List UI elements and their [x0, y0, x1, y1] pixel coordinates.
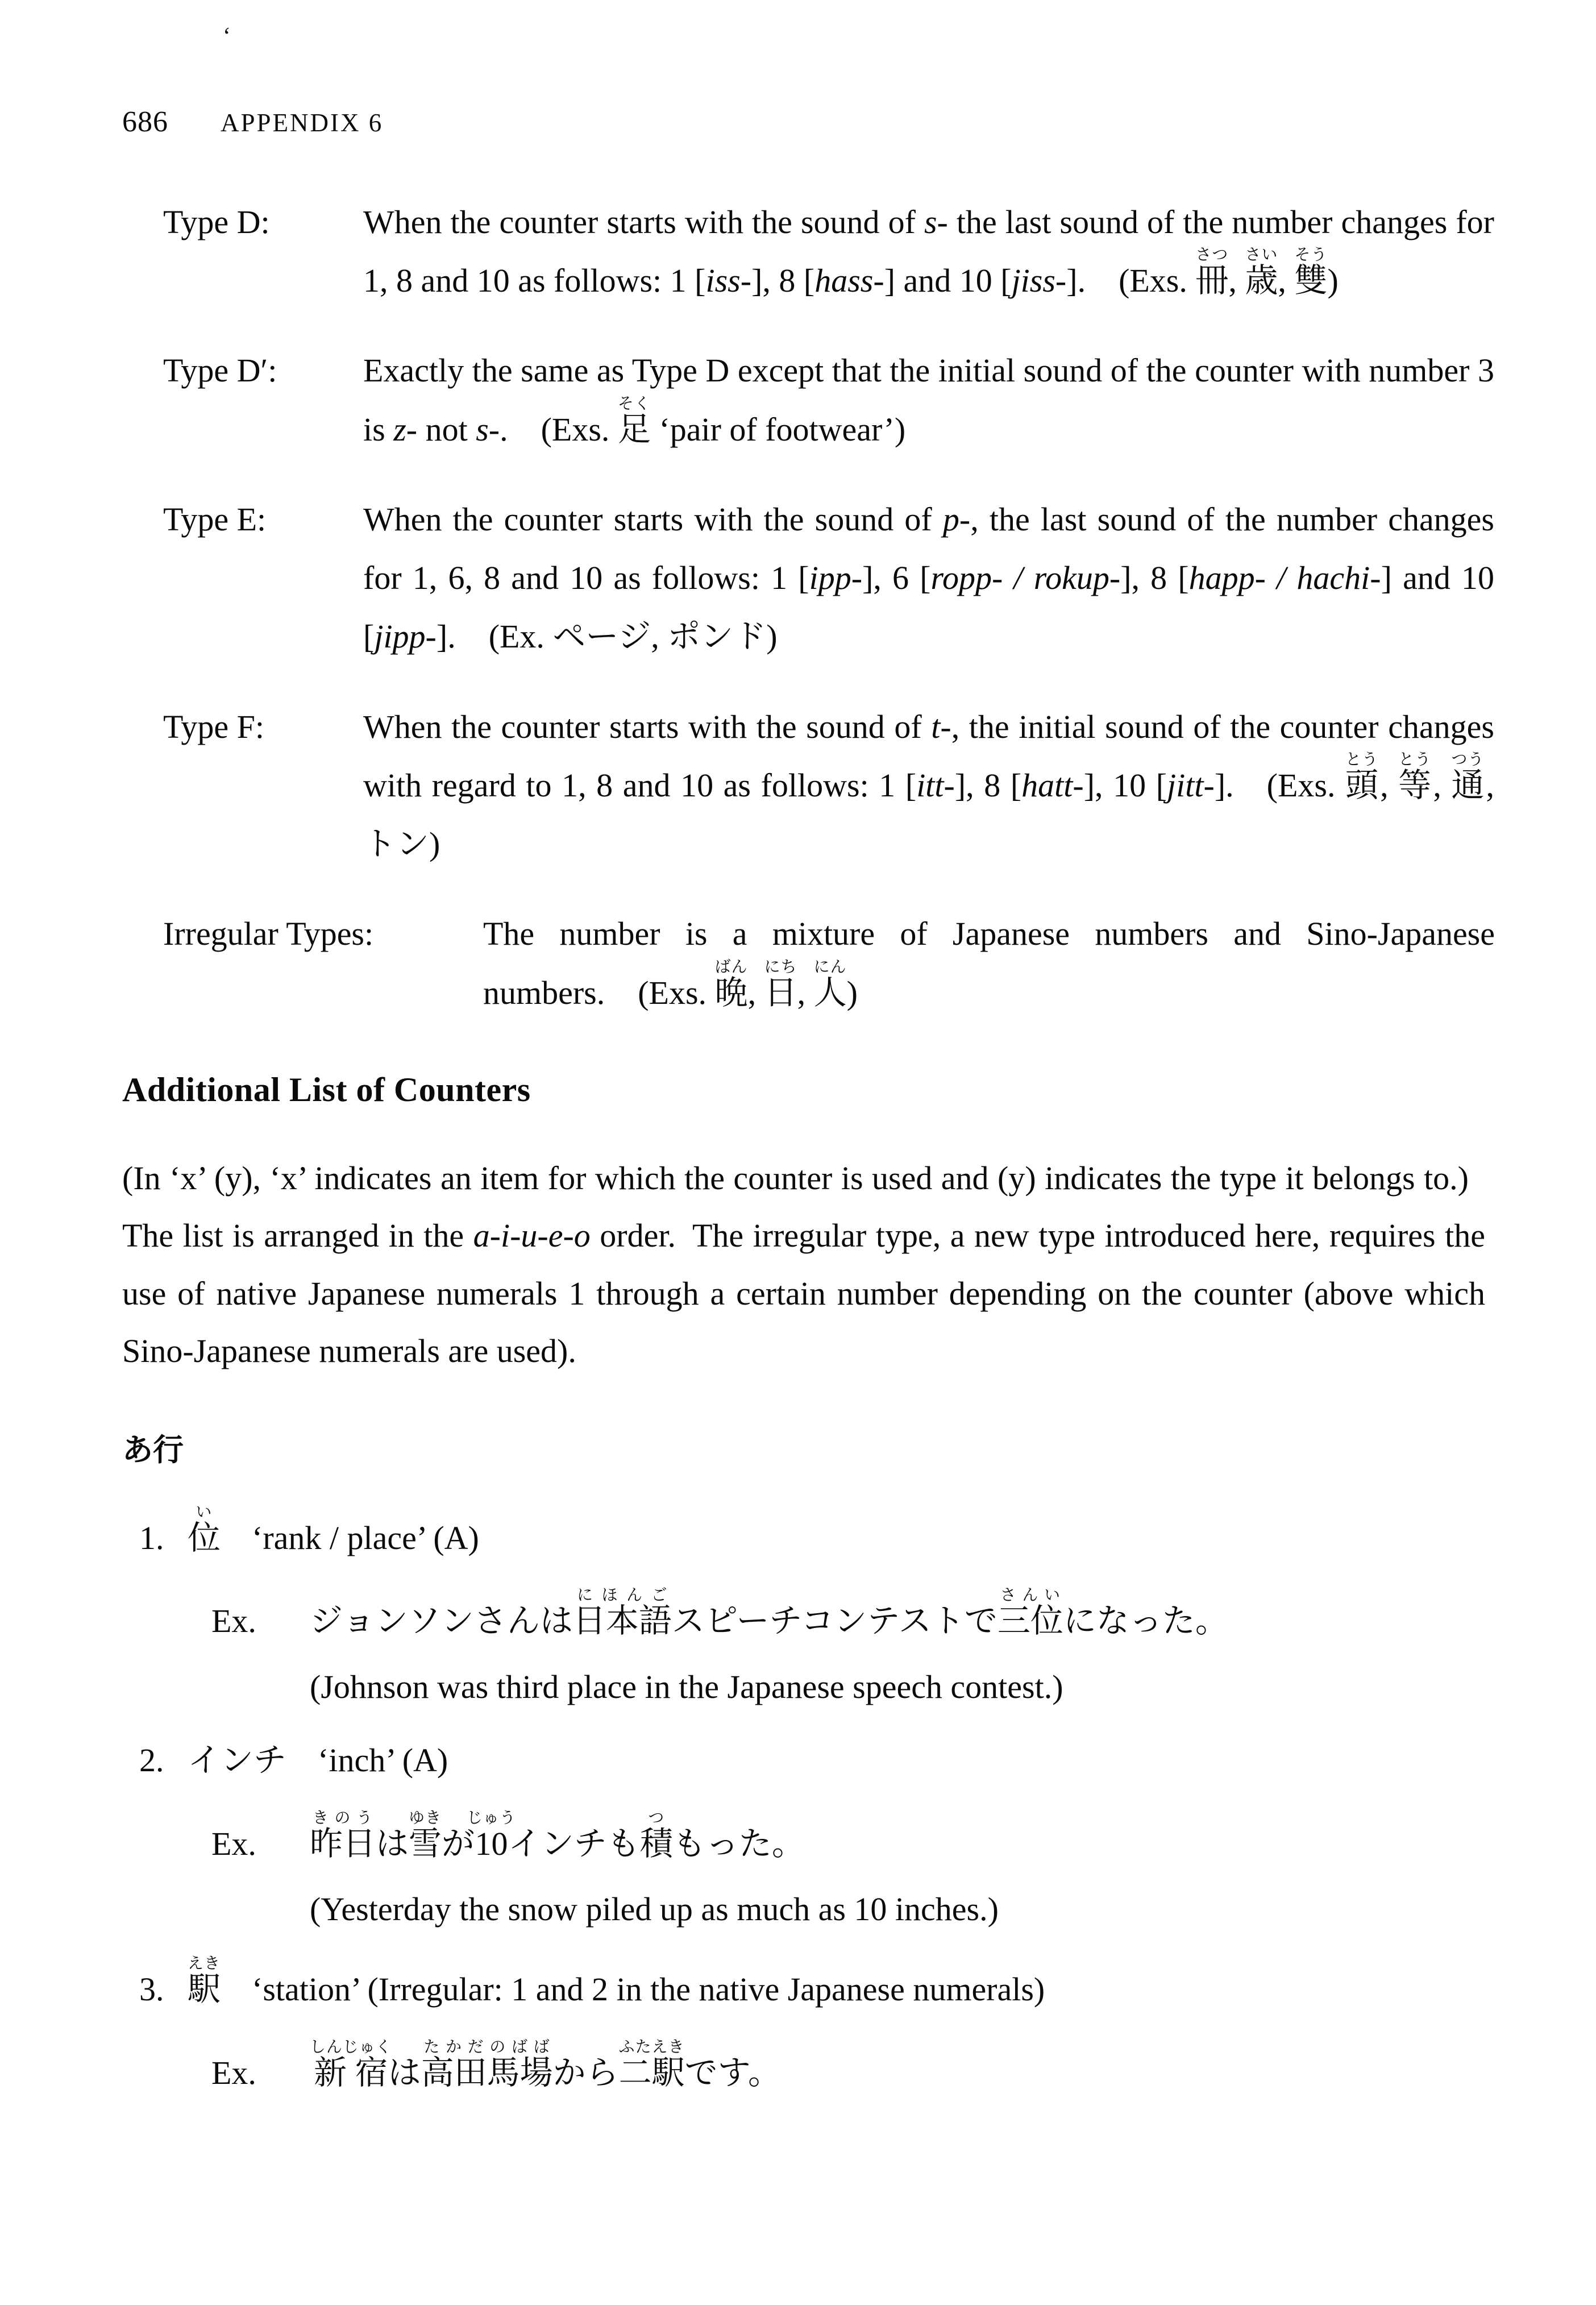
text-run: ]. (Ex. ページ, ポンド) [436, 618, 778, 655]
irregular-types-description [483, 904, 1495, 1021]
text-run: ジョンソンさんは [310, 1602, 573, 1640]
counter-meaning: ‘station’ (Irregular: 1 and 2 in the native Japanese numerals) [252, 1971, 1045, 2008]
counter-meaning: ‘rank / place’ (A) [252, 1519, 479, 1556]
italic-text-run: happ- / hachi- [1188, 559, 1381, 597]
italic-text-run: ropp- / rokup- [930, 559, 1121, 597]
text-run: は [376, 1825, 409, 1862]
counter-item-1 [122, 1504, 1499, 1713]
ruby-term: 日にち [764, 958, 797, 1011]
type-e-label: Type E: [163, 500, 267, 538]
text-run: , the last sound of the number changes for 1, 6, 8 and 10 as follows: 1 [ [363, 500, 1495, 597]
ruby-term: 晩ばん [714, 958, 748, 1011]
example-translation: (Yesterday the snow piled up as much as 10 inches.) [310, 1891, 999, 1928]
text-run: ], 6 [ [862, 559, 931, 597]
ruby-term: 雪ゆき [409, 1809, 442, 1862]
italic-text-run: s- [476, 410, 500, 448]
ruby-term: 人にん [813, 958, 847, 1011]
italic-text-run: a-i-u-e-o [473, 1217, 591, 1255]
text-run: Exactly the same as Type D except that the initial sound of the counter with number 3 is [363, 352, 1494, 448]
counter-item-2 [122, 1733, 1499, 1935]
section-intro-paragraph [122, 1149, 1485, 1380]
example-row [211, 1586, 1499, 1657]
text-run: ) [846, 974, 858, 1011]
type-rule-irregular [122, 904, 1499, 1021]
ruby-term: 頭とう [1345, 750, 1381, 804]
section-heading: Additional List of Counters [122, 1070, 531, 1108]
ruby-term: 高田馬場たかだのばば [421, 2038, 553, 2091]
ruby-term: 駅えき [188, 1955, 221, 2008]
type-d-description [363, 193, 1494, 310]
ruby-term: 歳さい [1245, 246, 1278, 300]
appendix-title: APPENDIX 6 [221, 109, 384, 137]
text-run: ], 10 [ [1083, 766, 1167, 804]
text-run: . (Exs. [500, 410, 618, 448]
counter-word [188, 1733, 286, 1789]
text-run: , [1380, 766, 1399, 804]
counter-number: 1. [139, 1519, 164, 1556]
counter-word [188, 1955, 221, 2018]
type-f-label: Type F: [163, 708, 264, 745]
example-label: Ex. [211, 2054, 256, 2091]
text-run: ]. (Exs. [1214, 766, 1346, 804]
text-run: (In ‘x’ (y), ‘x’ indicates an item for which the counter is used and (y) indicates the type it belongs to.) The list is arranged in the [122, 1159, 1485, 1255]
counter-type-rules [122, 193, 1499, 1022]
counter-number: 2. [139, 1741, 164, 1779]
counter-heading [139, 1733, 1499, 1789]
example-sentence [310, 1586, 1499, 1657]
counter-heading [139, 1504, 1499, 1567]
ruby-term: 二駅ふたえき [618, 2038, 685, 2091]
text-run: , [1433, 766, 1452, 804]
text-run: When the counter starts with the sound of [363, 708, 932, 745]
example-sentence [310, 2038, 1499, 2109]
italic-text-run: itt- [916, 766, 955, 804]
gyo-header: あ行 [122, 1432, 184, 1467]
italic-text-run: s- [924, 203, 948, 240]
ruby-term: 10じゅう [467, 1809, 516, 1862]
text-run: ) [1327, 262, 1339, 300]
text-run: , [1278, 262, 1295, 300]
italic-text-run: jitt- [1167, 766, 1215, 804]
italic-text-run: ipp- [809, 559, 863, 597]
text-run: , [797, 974, 814, 1011]
text-run: インチも [508, 1825, 640, 1862]
type-d-label: Type D: [163, 203, 270, 240]
counter-list [122, 1504, 1499, 2109]
text-run: です。 [684, 2054, 781, 2091]
counter-heading [139, 1955, 1499, 2018]
example-sentence [310, 1809, 1499, 1880]
type-d-prime-description [363, 341, 1494, 458]
page-header [122, 105, 1499, 139]
text-run: not [417, 410, 476, 448]
ruby-term: 雙そう [1294, 246, 1328, 300]
example-row [211, 1809, 1499, 1880]
ruby-term: 三位さんい [997, 1586, 1063, 1640]
text-run: The number is a mixture of Japanese numbers and Sino-Japanese numbers. (Exs. [483, 915, 1495, 1011]
text-run: the last sound of the number changes for 1, 8 and 10 as follows: 1 [ [363, 203, 1494, 300]
text-run: ]. (Exs. [1066, 262, 1196, 300]
text-run: スピーチコンテストで [671, 1602, 998, 1640]
counter-item-3 [122, 1955, 1499, 2108]
ruby-term: 通つう [1451, 750, 1486, 804]
example-translation: (Johnson was third place in the Japanese speech contest.) [310, 1668, 1063, 1706]
italic-text-run: jipp- [374, 618, 437, 655]
ruby-term: 昨日きのう [310, 1809, 376, 1862]
text-run: ] and 10 [ [363, 559, 1494, 655]
text-run: ] and 10 [ [884, 262, 1012, 300]
type-d-prime-label: Type D′: [163, 352, 277, 389]
italic-text-run: t- [931, 708, 951, 745]
text-run: ‘pair of footwear’) [650, 410, 906, 448]
type-rule-f [122, 697, 1499, 874]
text-run: もった。 [672, 1825, 805, 1862]
type-f-description [363, 697, 1494, 874]
counter-meaning: ‘inch’ (A) [318, 1741, 448, 1779]
scan-artifact: ‘ [223, 23, 231, 49]
counter-number: 3. [139, 1971, 164, 2008]
italic-text-run: jiss- [1011, 262, 1067, 300]
ruby-term: 積つ [639, 1809, 673, 1862]
text-run: が [442, 1825, 475, 1862]
text-run: order. The irregular type, a new type introduced here, requires the use of native Japanese numerals 1 through a certain number depending on the counter (above which Sino-Japanese numerals are used). [122, 1217, 1485, 1370]
type-rule-d-prime [122, 341, 1499, 458]
text-run: は [388, 2054, 421, 2091]
ruby-term: 等とう [1398, 750, 1433, 804]
example-row [211, 2038, 1499, 2109]
text-run: , the initial sound of the counter changes with regard to 1, 8 and 10 as follows: 1 [ [363, 708, 1494, 804]
ruby-term: 冊さつ [1195, 246, 1229, 300]
text-run: ], 8 [ [954, 766, 1022, 804]
ruby-term: 位い [188, 1503, 221, 1556]
text-run: , [747, 974, 764, 1011]
italic-text-run: z- [393, 410, 418, 448]
example-label: Ex. [211, 1825, 256, 1862]
ruby-term: 新宿しんじゅく [310, 2038, 392, 2091]
text-run: When the counter starts with the sound of [363, 203, 924, 240]
type-rule-e [122, 490, 1499, 666]
text-run: から [552, 2054, 619, 2091]
italic-text-run: hass- [814, 262, 884, 300]
text-run: インチ [188, 1741, 287, 1779]
text-run: , トン) [363, 766, 1494, 863]
text-run: When the counter starts with the sound of [363, 500, 943, 538]
ruby-term: 足そく [617, 394, 651, 448]
type-rule-d [122, 193, 1499, 310]
text-run: ], 8 [ [1120, 559, 1189, 597]
italic-text-run: p- [942, 500, 971, 538]
ruby-term: 日本語にほんご [572, 1586, 672, 1640]
example-label: Ex. [211, 1602, 256, 1640]
counter-word [188, 1504, 221, 1567]
page-number: 686 [122, 106, 168, 138]
irregular-types-label: Irregular Types: [163, 915, 374, 953]
italic-text-run: iss- [705, 262, 752, 300]
text-run: ], 8 [ [751, 262, 815, 300]
text-run: , [1228, 262, 1245, 300]
type-e-description [363, 490, 1494, 666]
text-run: になった。 [1063, 1602, 1228, 1640]
italic-text-run: hatt- [1021, 766, 1084, 804]
